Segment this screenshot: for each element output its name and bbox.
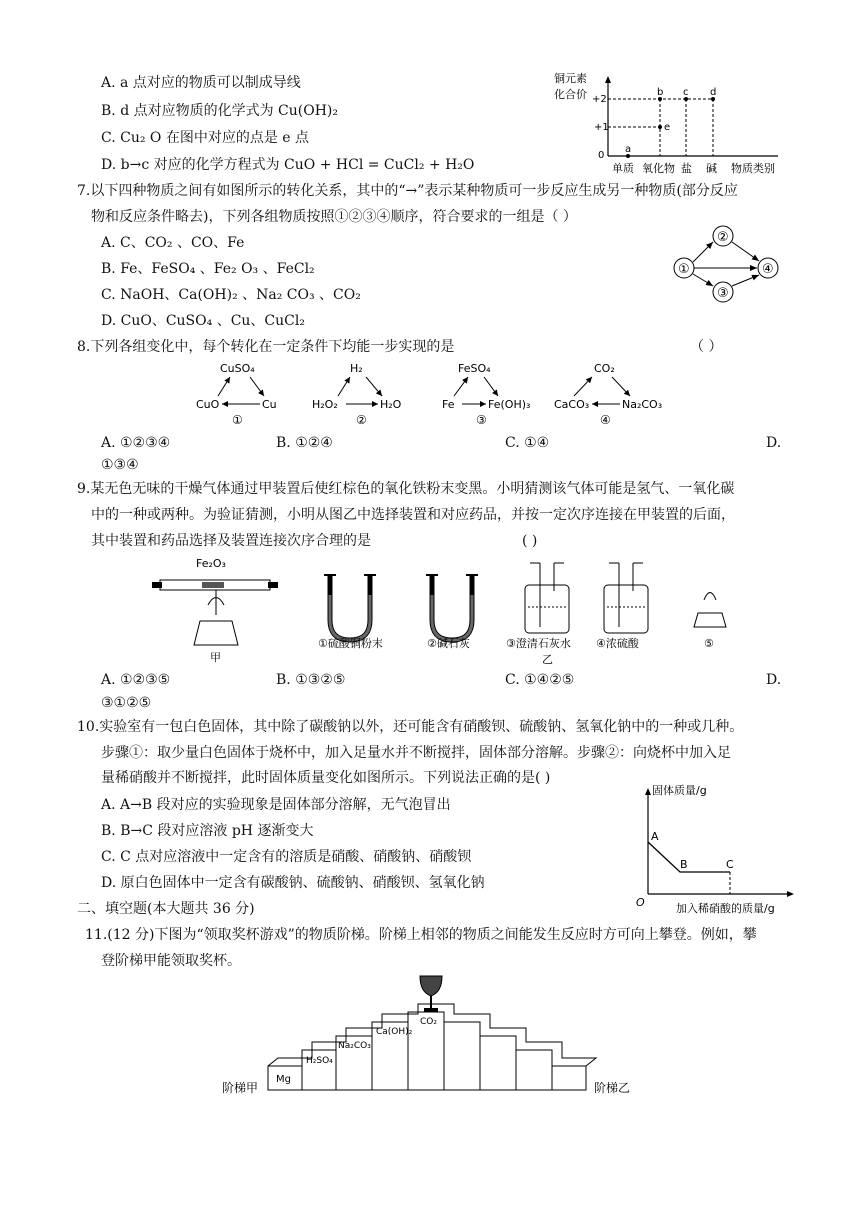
q11-stem-1: 11.(12 分)下图为“领取奖杯游戏”的物质阶梯。阶梯上相邻的物质之间能发生反应时方可向上攀登。例如，攀 [85,927,757,943]
q10-stem-1: 10.实验室有一包白色固体，其中除了碳酸钠以外，还可能含有硝酸钡、硫酸钠、氢氧化钠中的一种或几种。 [77,719,744,735]
q8-diagram-1 [196,362,277,427]
q10-stem-2: 步骤①：取少量白色固体于烧杯中，加入足量水并不断搅拌，固体部分溶解。步骤②：向烧杯中加入足 [101,745,731,761]
q11-stem-2: 登阶梯甲能领取奖杯。 [101,953,241,969]
q9-option-c: C. ①④②⑤ [505,672,575,688]
q9-stem-2: 中的一种或两种。为验证猜测，小明从图乙中选择装置和对应药品，并按一定次序连接在甲装置的后面， [91,507,735,523]
d1-top: CuSO₄ [220,362,255,375]
ytick-plus2: +2 [592,94,607,105]
burner-5 [694,613,726,627]
q6-option-a: A. a 点对应的物质可以制成导线 [101,75,301,91]
d3-right: Fe(OH)₃ [488,398,531,411]
step-label-co2: CO₂ [420,1017,437,1027]
fe2o3-label: Fe₂O₃ [196,557,226,570]
q8-option-d: D. [766,435,782,451]
q6-option-d: D. b→c 对应的化学方程式为 CuO + HCl = CuCl₂ + H₂O [101,157,475,173]
point-C: C [726,858,734,871]
mass-curve [648,842,730,872]
point-A: A [651,830,659,843]
d2-left: H₂O₂ [312,398,338,411]
apparatus-1-label: ①硫酸铜粉末 [318,637,383,650]
d2-top: H₂ [350,362,363,375]
xtick-base: 碱 [706,162,717,175]
q8-paren: （ ） [690,339,723,355]
d4-left: CaCO₃ [554,398,590,411]
xtick-oxide: 氧化物 [642,162,675,175]
d4-right: Na₂CO₃ [622,398,663,411]
d4-num: ④ [600,413,611,427]
copper-valence-chart [548,68,793,183]
q7-option-d: D. CuO、CuSO₄ 、Cu、CuCl₂ [101,313,305,329]
label-d: d [710,87,717,98]
q9-option-d-text: ③①②⑤ [101,695,152,711]
q8-option-c: C. ①④ [505,435,550,451]
d3-num: ③ [476,413,487,427]
step-label-mg: Mg [276,1074,291,1085]
xtick-category: 物质类别 [731,162,775,175]
q10-option-d: D. 原白色固体中一定含有碳酸钠、硫酸钠、硝酸钡、氢氧化钠 [101,875,485,891]
point-B: B [680,858,688,871]
d1-num: ① [232,413,243,427]
q7-stem-2: 物和反应条件略去)，下列各组物质按照①②③④顺序，符合要求的一组是（ ） [91,209,577,225]
stair-left-label: 阶梯甲 [222,1081,259,1095]
q7-stem-1: 7.以下四种物质之间有如图所示的转化关系，其中的“→”表示某种物质可一步反应生成另一种物质(部分反应 [77,183,738,199]
d3-top: FeSO₄ [458,362,491,375]
chart-origin: O [636,896,645,909]
d1-right: Cu [262,398,277,411]
apparatus-2-label: ②碱石灰 [427,637,470,650]
label-a: a [625,144,632,155]
q8-option-b: B. ①②④ [276,435,333,451]
q8-diagram-2 [312,362,402,427]
apparatus-5-label: ⑤ [704,637,714,650]
apparatus-4-label: ④浓硫酸 [596,637,639,650]
label-e: e [664,122,671,133]
stair-game-figure [220,968,640,1103]
q9-apparatus [150,555,730,667]
q10-option-c: C. C 点对应溶液中一定含有的溶质是硝酸、硝酸钠、硝酸钡 [101,849,472,865]
section-2-heading: 二、填空题(本大题共 36 分) [77,901,255,917]
q7-cycle-diagram [664,222,794,308]
xtick-salt: 盐 [681,162,692,175]
wash-bottle-3 [525,585,569,633]
q8-diagrams [190,360,670,428]
ytick-plus1: +1 [594,122,609,133]
chart-ylabel-2: 化合价 [554,88,587,101]
d2-num: ② [356,413,367,427]
q8-stem: 8.下列各组变化中，每个转化在一定条件下均能一步实现的是 [77,339,455,355]
q6-option-b: B. d 点对应物质的化学式为 Cu(OH)₂ [101,103,339,119]
node-3-label: ③ [717,286,729,301]
q9-option-a: A. ①②③⑤ [101,672,171,688]
node-1-label: ① [678,262,690,277]
q9-stem-3: 其中装置和药品选择及装置连接次序合理的是 [91,533,371,549]
label-b: b [657,87,664,98]
q8-diagram-4 [554,362,662,427]
ytick-zero: 0 [598,150,605,161]
fe2o3-powder [202,582,224,588]
stair-right-label: 阶梯乙 [594,1081,631,1095]
q9-stem-1: 9.某无色无味的干燥气体通过甲装置后使红棕色的氧化铁粉末变黑。小明猜测该气体可能是氢气、一氧化碳 [77,481,735,497]
q7-option-a: A. C、CO₂ 、CO、Fe [101,235,245,251]
alcohol-lamp [194,621,238,645]
q6-option-c: C. Cu₂ O 在图中对应的点是 e 点 [101,130,310,146]
q8-option-a: A. ①②③④ [101,435,171,451]
node-2-label: ② [717,230,729,245]
trophy-icon [420,976,442,1012]
label-c: c [683,87,689,98]
q9-option-b: B. ①③②⑤ [276,672,346,688]
q7-option-c: C. NaOH、Ca(OH)₂ 、Na₂ CO₃ 、CO₂ [101,287,361,303]
step-label-caoh2: Ca(OH)₂ [376,1027,413,1037]
q7-option-b: B. Fe、FeSO₄ 、Fe₂ O₃ 、FeCl₂ [101,261,315,277]
label-jia: 甲 [210,651,221,664]
d1-left: CuO [196,398,220,411]
d2-right: H₂O [380,398,402,411]
chart-xlabel: 加入稀硝酸的质量/g [676,902,775,915]
wash-bottle-4 [604,585,648,633]
chart-ylabel: 固体质量/g [652,784,707,797]
q9-option-d: D. [766,672,782,688]
q10-solid-mass-chart [630,782,800,916]
label-yi: 乙 [542,653,553,666]
d4-top: CO₂ [594,362,615,375]
q8-diagram-3 [442,362,530,427]
q8-option-d-text: ①③④ [101,457,139,473]
q10-option-a: A. A→B 段对应的实验现象是固体部分溶解，无气泡冒出 [101,797,451,813]
xtick-element: 单质 [612,162,634,175]
q9-paren: ( ) [522,533,538,549]
node-4-label: ④ [762,262,774,277]
step-label-na2co3: Na₂CO₃ [338,1041,371,1051]
chart-ylabel-1: 铜元素 [554,72,587,85]
d3-left: Fe [442,398,455,411]
step-label-h2so4: H₂SO₄ [306,1056,333,1066]
apparatus-3-label: ③澄清石灰水 [506,637,571,650]
q10-option-b: B. B→C 段对应溶液 pH 逐渐变大 [101,823,314,839]
q10-stem-3: 量稀硝酸并不断搅拌，此时固体质量变化如图所示。下列说法正确的是( ) [101,770,551,786]
y-axis-arrow [605,76,611,83]
point-e [658,125,662,129]
